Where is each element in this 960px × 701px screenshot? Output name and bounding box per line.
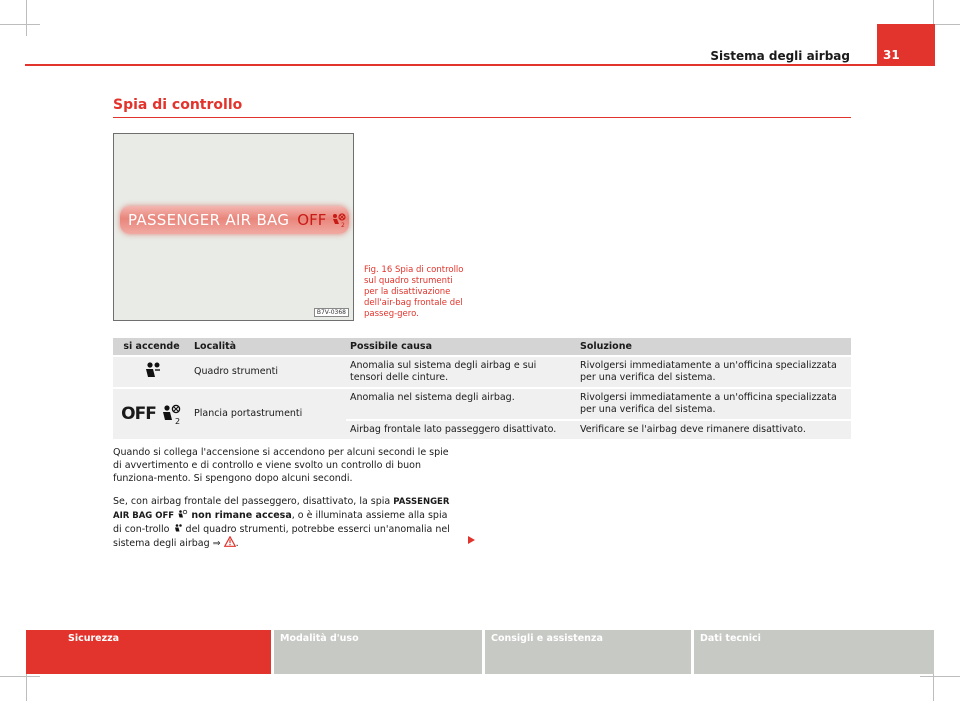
crop-mark <box>0 676 40 677</box>
text-run: . <box>235 538 239 549</box>
lamp-name: PASSENGER AIR BAG OFF <box>113 497 450 521</box>
cause-cell: Anomalia nel sistema degli airbag. <box>346 388 576 420</box>
cause-cell: Anomalia sul sistema degli airbag e sui tensori delle cinture. <box>346 356 576 388</box>
section-title: Spia di controllo <box>113 97 243 113</box>
warning-triangle-icon <box>224 536 236 547</box>
section-rule <box>113 117 851 118</box>
column-header: Località <box>190 338 346 356</box>
header-rule <box>25 64 935 66</box>
table-header-row <box>113 338 851 356</box>
lamp-text: PASSENGER AIR BAG <box>128 211 290 229</box>
icon-cell <box>113 356 190 388</box>
text-run-bold: non rimane accesa <box>188 510 292 521</box>
column-header: Possibile causa <box>346 338 576 356</box>
running-header-title: Sistema degli airbag <box>710 49 850 63</box>
svg-text:2: 2 <box>174 417 180 425</box>
lamp-off-text: OFF <box>297 211 327 229</box>
solution-cell: Rivolgersi immediatamente a un'officina specializzata per una verifica del sistema. <box>576 388 851 420</box>
airbag-seatbelt-icon <box>173 523 183 533</box>
crop-mark <box>26 0 27 36</box>
passenger-airbag-lamp <box>120 206 349 234</box>
continue-arrow-icon <box>468 536 475 544</box>
column-header: si accende <box>113 338 190 356</box>
airbag-seatbelt-icon <box>142 371 162 382</box>
off-label: OFF <box>121 404 156 424</box>
column-header: Soluzione <box>576 338 851 356</box>
paragraph-1 <box>113 446 458 485</box>
solution-cell: Verificare se l'airbag deve rimanere disattivato. <box>576 420 851 439</box>
passenger-airbag-off-icon <box>121 403 182 425</box>
passenger-airbag-off-icon <box>330 212 346 228</box>
figure-warning-lamp <box>113 133 354 321</box>
location-cell: Quadro strumenti <box>190 356 346 388</box>
table-row <box>113 356 851 388</box>
figure-code: B7V-0368 <box>314 308 349 317</box>
crop-mark <box>920 676 960 677</box>
page-number: 31 <box>877 24 935 66</box>
footer-tab-dati-tecnici[interactable]: Dati tecnici <box>694 630 934 674</box>
paragraph-text <box>113 495 458 550</box>
paragraph-text: Quando si collega l'accensione si accendono per alcuni secondi le spie di avvertimento e di controllo e viene svolto un controllo di buon funziona-mento. Si spengono dopo alcuni secondi. <box>113 447 449 484</box>
cause-cell: Airbag frontale lato passeggero disattivato. <box>346 420 576 439</box>
crop-mark <box>0 24 40 25</box>
text-run: , o è illuminata assieme alla spia di con-trollo <box>113 510 448 535</box>
table-row <box>113 388 851 420</box>
paragraph-2 <box>113 495 458 550</box>
icon-cell <box>113 388 190 439</box>
text-run: Se, con airbag frontale del passeggero, disattivato, la spia <box>113 496 394 507</box>
figure-caption: Fig. 16 Spia di controllo sul quadro strumenti per la disattivazione dell'air-bag frontale del passeg-gero. <box>364 265 464 319</box>
passenger-airbag-off-icon <box>177 509 188 519</box>
location-cell: Plancia portastrumenti <box>190 388 346 439</box>
svg-text:2: 2 <box>341 222 346 228</box>
text-run: del quadro strumenti, potrebbe esserci un'anomalia nel sistema degli airbag ⇒ <box>113 524 450 549</box>
warning-lamp-table <box>113 338 851 439</box>
footer-tab-modalita-duso[interactable]: Modalità d'uso <box>274 630 482 674</box>
solution-cell: Rivolgersi immediatamente a un'officina specializzata per una verifica del sistema. <box>576 356 851 388</box>
footer-tab-consigli-assistenza[interactable]: Consigli e assistenza <box>485 630 691 674</box>
footer-tab-sicurezza[interactable]: Sicurezza <box>26 630 271 674</box>
